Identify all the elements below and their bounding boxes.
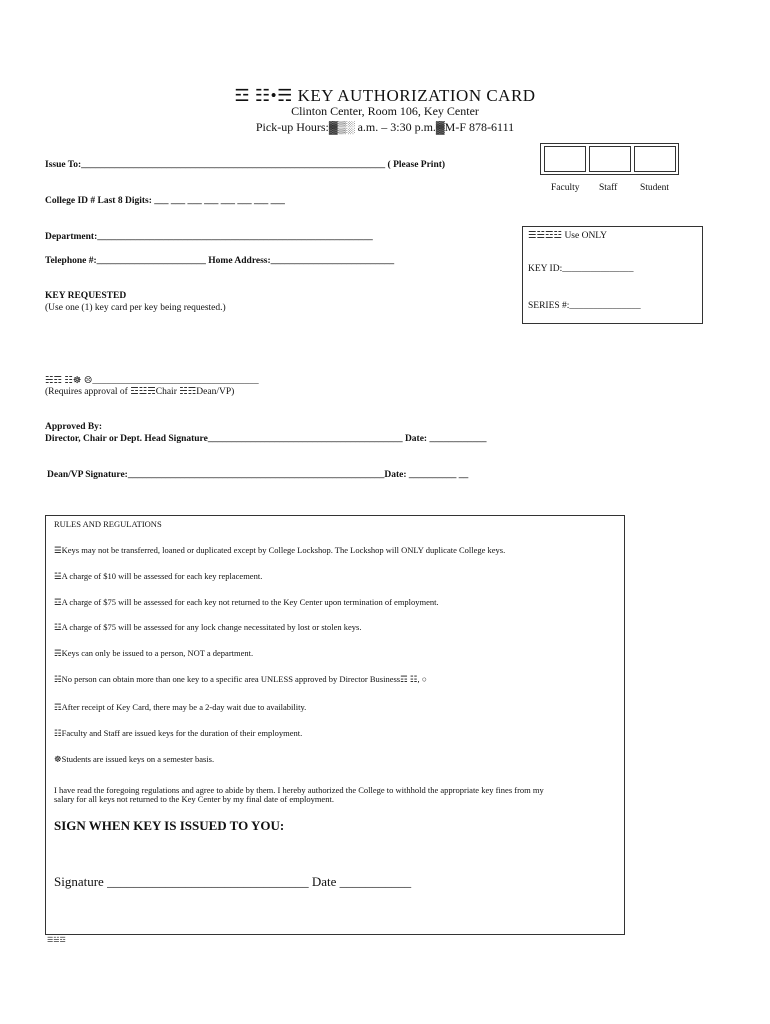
rules-box bbox=[45, 515, 625, 935]
rule-item: ☴Keys can only be issued to a person, NOT a department. bbox=[54, 648, 254, 658]
issue-to-field[interactable]: Issue To:________________________________________________________________ ( Please Print) bbox=[45, 160, 446, 170]
title-prefix: ☲ ☷•☴ bbox=[234, 86, 293, 105]
office-use-title: ☰☱☲☳ Use ONLY bbox=[528, 231, 608, 241]
student-checkbox[interactable] bbox=[634, 146, 676, 172]
rule-item: ☵No person can obtain more than one key to a specific area UNLESS approved by Director Business☶ ☷, ○ bbox=[54, 674, 427, 684]
telephone-address-field[interactable]: Telephone #:_______________________ Home Address:__________________________ bbox=[45, 256, 395, 266]
agreement-text-2: salary for all keys not returned to the Key Center by my final date of employment. bbox=[54, 794, 334, 804]
rule-item: ☸Students are issued keys on a semester basis. bbox=[54, 754, 215, 764]
reason-note: (Requires approval of ☲☳☴Chair ☵☶Dean/VP) bbox=[45, 387, 235, 397]
office-use-box bbox=[522, 226, 703, 324]
staff-label: Staff bbox=[599, 183, 618, 193]
director-signature-field[interactable]: Director, Chair or Dept. Head Signature_________________________________________ Date: ____________ bbox=[45, 434, 487, 444]
key-requested-heading: KEY REQUESTED bbox=[45, 291, 127, 301]
key-id-field[interactable]: KEY ID:_______________ bbox=[528, 264, 634, 274]
rule-item: ☲A charge of $75 will be assessed for each key not returned to the Key Center upon termination of employment. bbox=[54, 597, 439, 607]
signature-date-field[interactable]: Signature _______________________________ Date ___________ bbox=[54, 874, 412, 889]
staff-checkbox[interactable] bbox=[589, 146, 631, 172]
student-label: Student bbox=[640, 183, 670, 193]
faculty-checkbox[interactable] bbox=[544, 146, 586, 172]
rule-item: ☱A charge of $10 will be assessed for each key replacement. bbox=[54, 571, 263, 581]
agreement-text-1: I have read the foregoing regulations and agree to abide by them. I hereby authorized the College to withhold the appropriate key fines from my bbox=[54, 785, 544, 795]
rule-item: ☰Keys may not be transferred, loaned or duplicated except by College Lockshop. The Lockshop will ONLY duplicate College keys. bbox=[54, 545, 506, 555]
faculty-label: Faculty bbox=[551, 183, 580, 193]
college-id-field[interactable]: College ID # Last 8 Digits: ___ ___ ___ ___ ___ ___ ___ ___ bbox=[45, 196, 285, 206]
department-field[interactable]: Department:__________________________________________________________ bbox=[45, 232, 373, 242]
rule-item: ☶After receipt of Key Card, there may be a 2-day wait due to availability. bbox=[54, 702, 307, 712]
type-checkbox-group bbox=[540, 143, 679, 175]
rule-item: ☷Faculty and Staff are issued keys for the duration of their employment. bbox=[54, 728, 303, 738]
footer-code: ☰☱☲ bbox=[47, 936, 66, 944]
title-text: KEY AUTHORIZATION CARD bbox=[297, 86, 536, 105]
card-title bbox=[0, 86, 770, 106]
rules-heading: RULES AND REGULATIONS bbox=[54, 519, 162, 529]
key-requested-note: (Use one (1) key card per key being requested.) bbox=[45, 303, 226, 313]
dean-signature-field[interactable]: Dean/VP Signature:______________________________________________________Date: __________ __ bbox=[47, 470, 469, 480]
pickup-hours: Pick-up Hours:▓▒░ a.m. – 3:30 p.m.▓M-F 878-6111 bbox=[255, 120, 515, 134]
reason-field[interactable]: ☵☶ ☷☸ ☹___________________________________ bbox=[45, 376, 259, 386]
rule-item: ☳A charge of $75 will be assessed for any lock change necessitated by lost or stolen keys. bbox=[54, 622, 362, 632]
series-field[interactable]: SERIES #:_______________ bbox=[528, 301, 641, 311]
sign-heading: SIGN WHEN KEY IS ISSUED TO YOU: bbox=[54, 818, 285, 833]
approved-by-heading: Approved By: bbox=[45, 422, 103, 432]
location-line: Clinton Center, Room 106, Key Center bbox=[291, 104, 479, 118]
